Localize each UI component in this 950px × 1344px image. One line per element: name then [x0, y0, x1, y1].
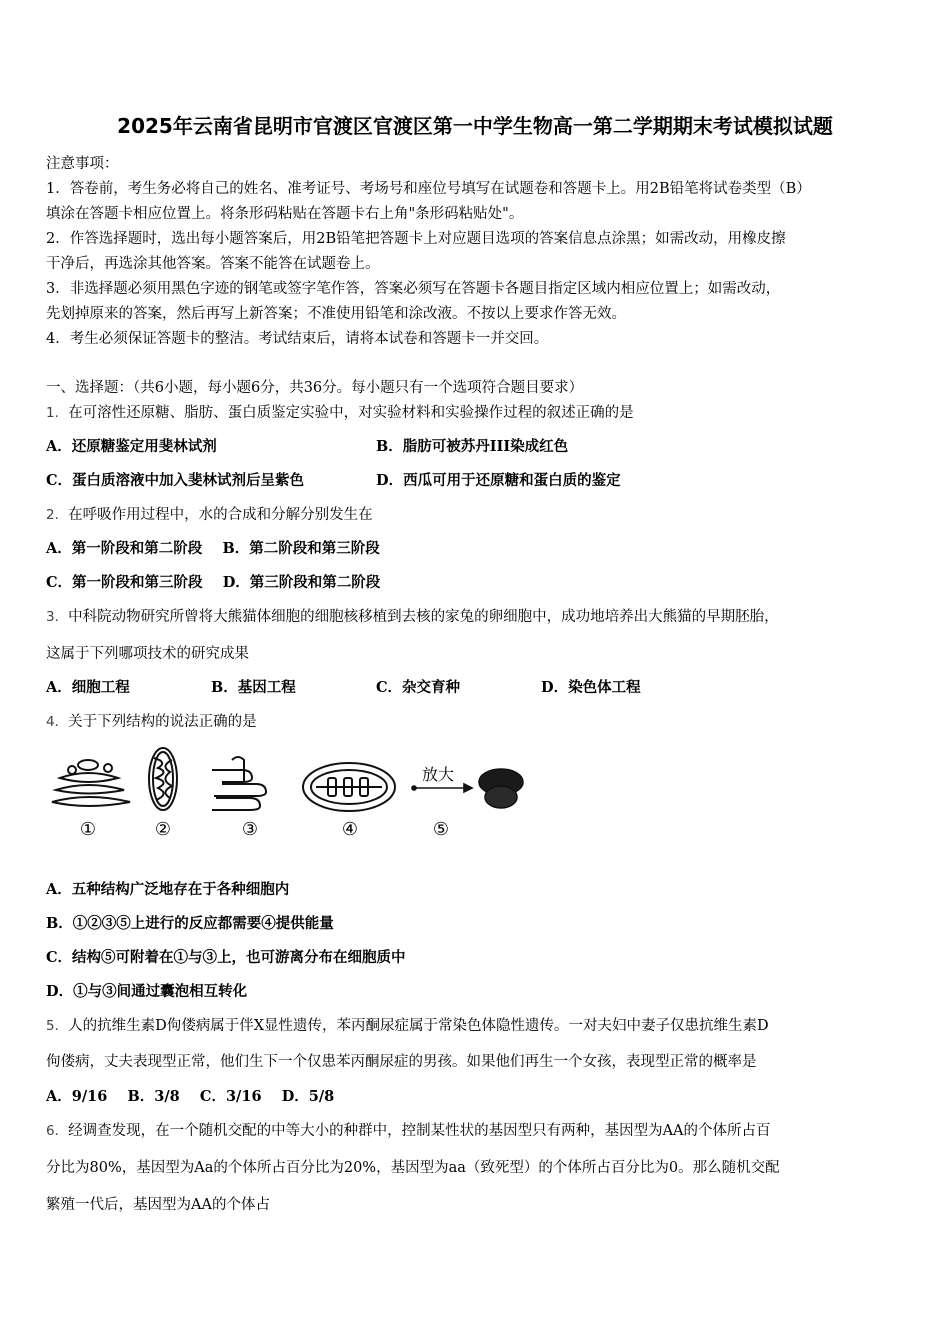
q3-option-d: D．染色体工程	[541, 679, 641, 696]
question-number: 1．	[46, 405, 69, 421]
q1-option-a: A．还原糖鉴定用斐林试剂	[46, 438, 217, 455]
q3-option-b: B．基因工程	[211, 679, 296, 696]
q2-options-cd: C．第一阶段和第三阶段 D．第三阶段和第二阶段	[46, 574, 381, 591]
question-text: 在可溶性还原糖、脂肪、蛋白质鉴定实验中，对实验材料和实验操作过程的叙述正确的是	[68, 405, 634, 421]
organelle-figure	[46, 742, 546, 850]
question-6-stem-2: 分比为80%，基因型为Aa的个体所占百分比为20%，基因型为aa（致死型）的个体所占百分比为0。那么随机交配	[46, 1160, 780, 1176]
question-number: 2．	[46, 507, 69, 523]
question-6-stem-3: 繁殖一代后，基因型为AA的个体占	[46, 1197, 270, 1213]
chloroplast-icon	[303, 763, 395, 811]
q4-option-b: B．①②③⑤上进行的反应都需要④提供能量	[46, 915, 334, 932]
notice-line-1: 1．答卷前，考生务必将自己的姓名、准考证号、考场号和座位号填写在试题卷和答题卡上。用2B铅笔将试卷类型（B）	[46, 181, 811, 197]
question-text: 在呼吸作用过程中，水的合成和分解分别发生在	[68, 507, 373, 523]
notice-line-2: 填涂在答题卡相应位置上。将条形码粘贴在答题卡右上角"条形码粘贴处"。	[46, 206, 524, 222]
question-text: 人的抗维生素D佝偻病属于伴X显性遗传，苯丙酮尿症属于常染色体隐性遗传。一对夫妇中妻子仅患抗维生素D	[68, 1018, 769, 1034]
q4-option-d: D．①与③间通过囊泡相互转化	[46, 983, 248, 1000]
magnify-label: 放大	[421, 765, 455, 784]
q2-options-ab: A．第一阶段和第二阶段 B．第二阶段和第三阶段	[46, 540, 380, 557]
question-text: 关于下列结构的说法正确的是	[68, 714, 257, 730]
figure-label-3: ③	[241, 819, 259, 840]
question-text: 中科院动物研究所曾将大熊猫体细胞的细胞核移植到去核的家兔的卵细胞中，成功地培养出大熊猫的早期胚胎，	[68, 609, 779, 625]
question-3-stem-2: 这属于下列哪项技术的研究成果	[46, 646, 249, 662]
endoplasmic-reticulum-icon	[212, 757, 266, 810]
organelle-diagram	[46, 742, 546, 850]
question-4-stem	[46, 710, 908, 731]
question-number: 6．	[46, 1123, 69, 1139]
q5-options: A．9/16 B．3/8 C．3/16 D．5/8	[46, 1088, 335, 1105]
figure-label-4: ④	[341, 819, 359, 840]
mitochondrion-icon	[149, 748, 177, 810]
figure-label-2: ②	[154, 819, 172, 840]
figure-label-1: ①	[79, 819, 97, 840]
notice-line-3: 2．作答选择题时，选出每小题答案后，用2B铅笔把答题卡上对应题目选项的答案信息点涂黑；如需改动，用橡皮擦	[46, 231, 786, 247]
section-heading: 一、选择题：（共6小题，每小题6分，共36分。每小题只有一个选项符合题目要求）	[46, 380, 584, 396]
golgi-apparatus-icon	[52, 760, 130, 806]
q1-option-d: D．西瓜可用于还原糖和蛋白质的鉴定	[376, 472, 621, 489]
question-5-stem-1	[46, 1014, 908, 1035]
page-title: 2025年云南省昆明市官渡区官渡区第一中学生物高一第二学期期末考试模拟试题	[117, 114, 833, 138]
question-number: 4．	[46, 714, 69, 730]
notice-line-4: 干净后，再选涂其他答案。答案不能答在试题卷上。	[46, 256, 380, 272]
q3-option-a: A．细胞工程	[46, 679, 130, 696]
question-text: 经调查发现，在一个随机交配的中等大小的种群中，控制某性状的基因型只有两种，基因型为AA的个体所占百	[68, 1123, 771, 1139]
question-6-stem-1	[46, 1119, 908, 1140]
question-5-stem-2: 佝偻病，丈夫表现型正常，他们生下一个仅患苯丙酮尿症的男孩。如果他们再生一个女孩，表现型正常的概率是	[46, 1054, 757, 1070]
notice-line-7: 4．考生必须保证答题卡的整洁。考试结束后，请将本试卷和答题卡一并交回。	[46, 331, 549, 347]
question-2-stem	[46, 503, 908, 524]
q4-option-c: C．结构⑤可附着在①与③上，也可游离分布在细胞质中	[46, 949, 406, 966]
question-number: 5．	[46, 1018, 69, 1034]
figure-label-5: ⑤	[432, 819, 450, 840]
notice-line-6: 先划掉原来的答案，然后再写上新答案；不准使用铅笔和涂改液。不按以上要求作答无效。	[46, 306, 626, 322]
question-number: 3．	[46, 609, 69, 625]
notice-heading: 注意事项：	[46, 156, 119, 172]
q1-option-c: C．蛋白质溶液中加入斐林试剂后呈紫色	[46, 472, 305, 489]
q4-option-a: A．五种结构广泛地存在于各种细胞内	[46, 881, 290, 898]
question-1-stem	[46, 401, 908, 422]
q3-option-c: C．杂交育种	[376, 679, 461, 696]
notice-line-5: 3．非选择题必须用黑色字迹的钢笔或签字笔作答，答案必须写在答题卡各题目指定区域内相应位置上；如需改动，	[46, 281, 781, 297]
question-3-stem-1	[46, 605, 908, 626]
q1-option-b: B．脂肪可被苏丹III染成红色	[376, 438, 569, 455]
